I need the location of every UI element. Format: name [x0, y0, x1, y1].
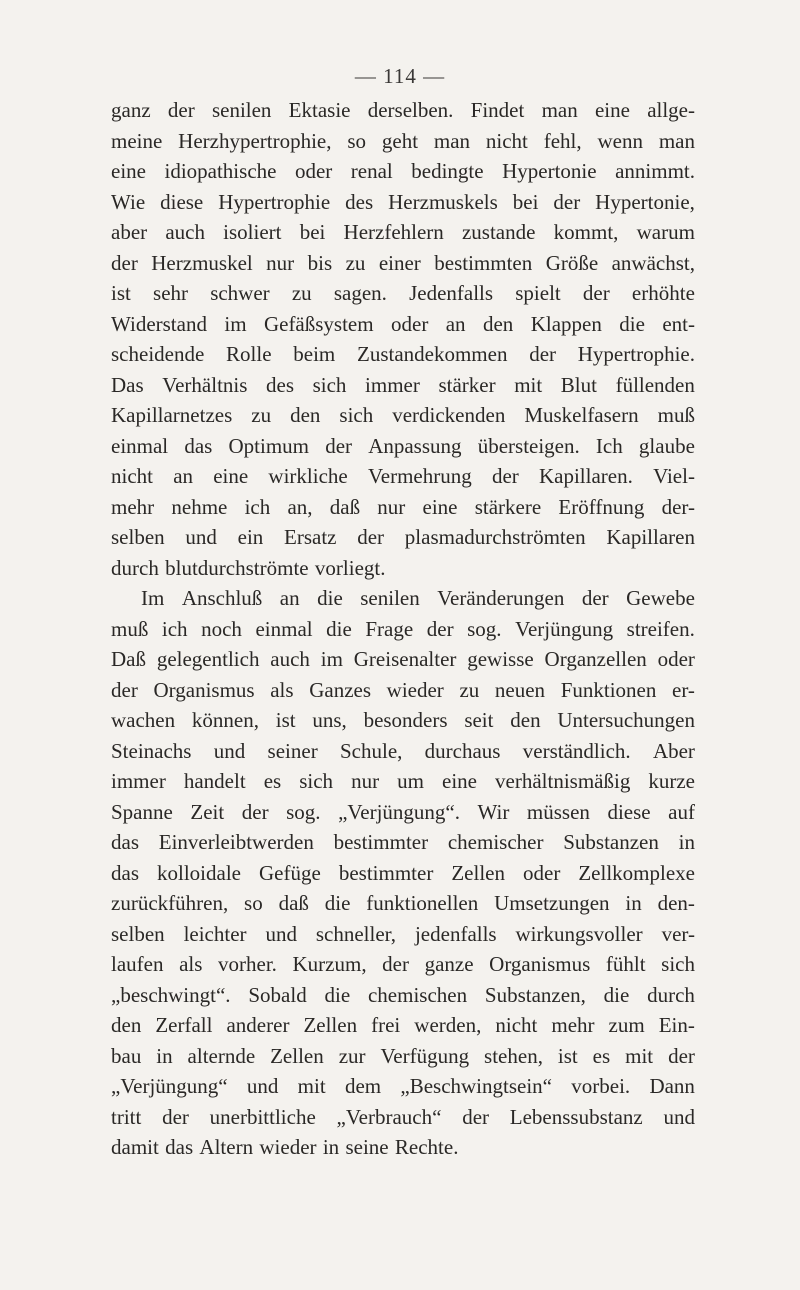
text-line: „Verjüngung“ und mit dem „Beschwingtsein“ vorbei. Dann: [111, 1074, 695, 1098]
text-line: ist sehr schwer zu sagen. Jedenfalls spielt der erhöhte: [111, 281, 695, 305]
text-line: immer handelt es sich nur um eine verhältnismäßig kurze: [111, 769, 695, 793]
text-line: aber auch isoliert bei Herzfehlern zustande kommt, warum: [111, 220, 695, 244]
text-line: meine Herzhypertrophie, so geht man nicht fehl, wenn man: [111, 128, 695, 153]
paragraph-2: [111, 583, 695, 1163]
text-line: Das Verhältnis des sich immer stärker mit Blut füllenden: [111, 372, 695, 397]
text-line: Wie diese Hypertrophie des Herzmuskels bei der Hypertonie,: [111, 189, 695, 214]
text-line: selben und ein Ersatz der plasmadurchströmten Kapillaren: [111, 525, 695, 549]
text-line: wachen können, ist uns, besonders seit den Untersuchungen: [111, 708, 695, 732]
text-line: bau in alternde Zellen zur Verfügung stehen, ist es mit der: [111, 1043, 695, 1068]
text-line: den Zerfall anderer Zellen frei werden, nicht mehr zum Ein-: [111, 1013, 695, 1037]
text-line: durch blutdurchströmte vorliegt.: [111, 555, 386, 580]
text-line: der Organismus als Ganzes wieder zu neuen Funktionen er-: [111, 677, 695, 702]
text-line: Steinachs und seiner Schule, durchaus verständlich. Aber: [111, 738, 695, 763]
text-line: muß ich noch einmal die Frage der sog. Verjüngung streifen.: [111, 616, 695, 641]
text-line: Widerstand im Gefäßsystem oder an den Klappen die ent-: [111, 311, 695, 336]
text-line: nicht an eine wirkliche Vermehrung der Kapillaren. Viel-: [111, 464, 695, 488]
text-line: Kapillarnetzes zu den sich verdickenden Muskelfasern muß: [111, 403, 695, 427]
text-line: eine idiopathische oder renal bedingte Hypertonie annimmt.: [111, 159, 695, 183]
text-line: selben leichter und schneller, jedenfalls wirkungsvoller ver-: [111, 921, 695, 946]
text-line: das kolloidale Gefüge bestimmter Zellen oder Zellkomplexe: [111, 860, 695, 885]
text-line: „beschwingt“. Sobald die chemischen Substanzen, die durch: [111, 982, 695, 1007]
text-line: Im Anschluß an die senilen Veränderungen der Gewebe: [141, 586, 695, 610]
text-line: mehr nehme ich an, daß nur eine stärkere Eröffnung der-: [111, 494, 695, 519]
text-line: tritt der unerbittliche „Verbrauch“ der Lebenssubstanz und: [111, 1104, 695, 1129]
text-line: einmal das Optimum der Anpassung übersteigen. Ich glaube: [111, 433, 695, 458]
paragraph-1: [111, 95, 695, 583]
text-line: scheidende Rolle beim Zustandekommen der Hypertrophie.: [111, 342, 695, 366]
text-line: zurückführen, so daß die funktionellen Umsetzungen in den-: [111, 891, 695, 915]
body-text: [111, 95, 695, 1163]
text-line: das Einverleibtwerden bestimmter chemischer Substanzen in: [111, 830, 695, 854]
text-line: damit das Altern wieder in seine Rechte.: [111, 1135, 459, 1159]
text-line: der Herzmuskel nur bis zu einer bestimmten Größe anwächst,: [111, 250, 695, 275]
text-line: ganz der senilen Ektasie derselben. Findet man eine allge-: [111, 98, 695, 122]
text-line: Daß gelegentlich auch im Greisenalter gewisse Organzellen oder: [111, 647, 695, 671]
text-line: Spanne Zeit der sog. „Verjüngung“. Wir müssen diese auf: [111, 799, 695, 824]
page-number: — 114 —: [354, 64, 446, 88]
text-line: laufen als vorher. Kurzum, der ganze Organismus fühlt sich: [111, 952, 695, 976]
